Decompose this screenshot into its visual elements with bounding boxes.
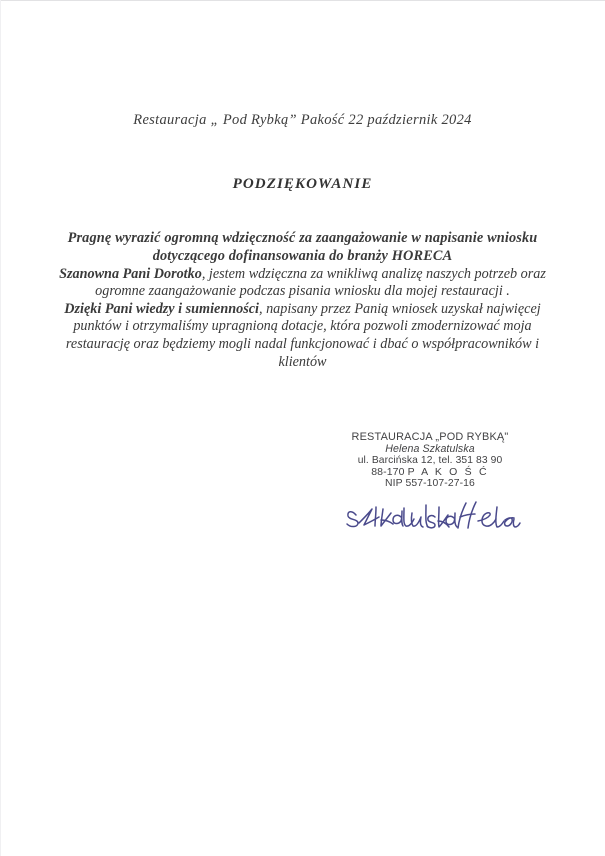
company-stamp [335, 432, 525, 490]
paragraph-3 [50, 301, 555, 371]
stamp-nip: NIP 557-107-27-16 [385, 478, 475, 490]
page-title: PODZIĘKOWANIE [232, 176, 373, 192]
stamp-company-name: RESTAURACJA „POD RYBKĄ" [351, 431, 509, 443]
stamp-city: P A K O Ś Ć [407, 465, 489, 478]
paragraph-2 [50, 266, 555, 301]
stamp-owner-name: Helena Szkatulska [385, 442, 475, 455]
document-header-line: Restauracja „ Pod Rybką” Pakość 22 październik 2024 [133, 112, 472, 128]
lead-paragraph: Pragnę wyrazić ogromną wdzięczność za zaangażowanie w napisanie wniosku dotyczącego dofinansowania do branży HORECA [67, 230, 538, 264]
paragraph-3-opening: Dzięki Pani wiedzy i sumienności [64, 300, 259, 317]
paragraph-2-salutation: Szanowna Pani Dorotko [59, 265, 202, 282]
stamp-address-phone: ul. Barcińska 12, tel. 351 83 90 [357, 455, 503, 467]
paragraph-2-text: , jestem wdzięczna za wnikliwą analizę naszych potrzeb oraz ogromne zaangażowanie podczas pisania wniosku dla mojej restauracji . [95, 265, 546, 300]
stamp-postcode-city [335, 467, 525, 479]
paragraph-3-text: , napisany przez Panią wniosek uzyskał najwięcej punktów i otrzymaliśmy upragnioną dotacje, która pozwoli zmodernizować moja restaurację oraz będziemy mogli nadal funkcjonować i dbać o współpracowników i klientów [65, 300, 541, 370]
stamp-postcode: 88-170 [371, 465, 405, 478]
letter-body [50, 230, 555, 371]
handwritten-signature [338, 493, 523, 538]
